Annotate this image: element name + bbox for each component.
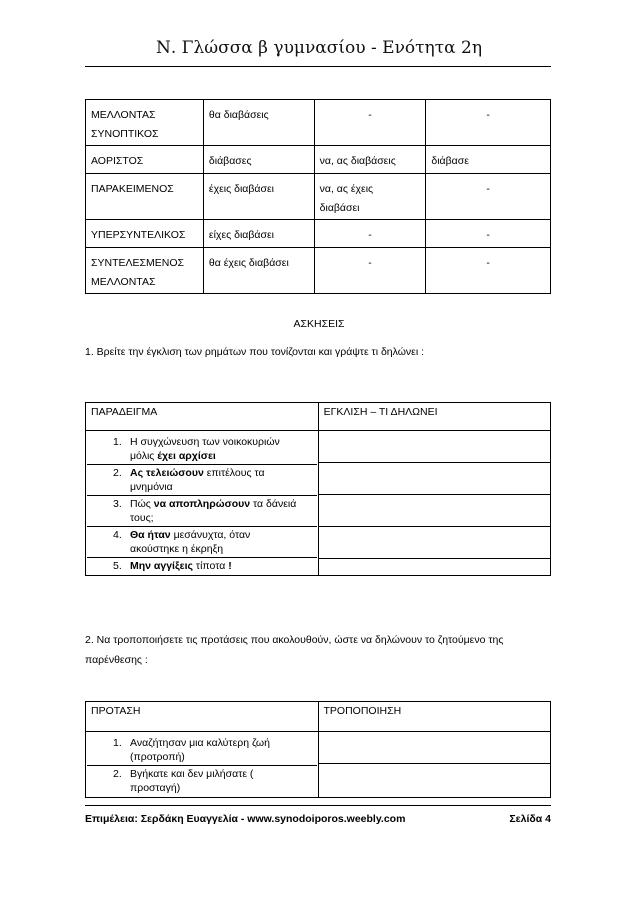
page-header-title: Ν. Γλώσσα β γυμνασίου - Ενότητα 2η bbox=[155, 38, 483, 58]
imperative-cell: - bbox=[426, 100, 551, 146]
header-rule bbox=[85, 66, 551, 67]
list-item: 1. Αναζήτησαν μια καλύτερη ζωή (προτροπή) bbox=[87, 735, 317, 766]
sentences-cell bbox=[86, 732, 319, 798]
imperative-cell: διάβασε bbox=[426, 146, 551, 174]
subjunctive-cell: - bbox=[314, 100, 426, 146]
tense-cell: ΠΑΡΑΚΕΙΜΕΝΟΣ bbox=[86, 174, 204, 220]
table-row bbox=[86, 220, 551, 248]
imperative-cell: - bbox=[426, 248, 551, 294]
list-item: 1. Η συγχώνευση των νοικοκυριών μόλις έχει αρχίσει bbox=[87, 434, 317, 465]
example-list bbox=[87, 434, 317, 574]
tense-cell: ΥΠΕΡΣΥΝΤΕΛΙΚΟΣ bbox=[86, 220, 204, 248]
tense-cell: ΜΕΛΛΟΝΤΑΣ ΣΥΝΟΠΤΙΚΟΣ bbox=[86, 100, 204, 146]
tense-cell: ΣΥΝΤΕΛΕΣΜΕΝΟΣ ΜΕΛΛΟΝΤΑΣ bbox=[86, 248, 204, 294]
footer-rule bbox=[85, 805, 551, 806]
conjugation-table bbox=[85, 99, 551, 294]
table-row bbox=[86, 100, 551, 146]
column-header: ΤΡΟΠΟΠΟΙΗΣΗ bbox=[318, 702, 550, 732]
subjunctive-cell: - bbox=[314, 220, 426, 248]
column-header: ΠΡΟΤΑΣΗ bbox=[86, 702, 319, 732]
examples-cell bbox=[86, 431, 319, 576]
table-header-row bbox=[86, 403, 551, 431]
table-row bbox=[86, 732, 551, 798]
subjunctive-cell: να, ας έχεις διαβάσει bbox=[314, 174, 426, 220]
modifications-cell bbox=[318, 732, 550, 798]
sentence-list bbox=[87, 735, 317, 796]
indicative-cell: είχες διαβάσει bbox=[203, 220, 314, 248]
indicative-cell: διάβασες bbox=[203, 146, 314, 174]
imperative-cell: - bbox=[426, 174, 551, 220]
list-item: 5. Μην αγγίξεις τίποτα ! bbox=[113, 560, 232, 572]
exercises-title: ΑΣΚΗΣΕΙΣ bbox=[293, 318, 345, 330]
indicative-cell: έχεις διαβάσει bbox=[203, 174, 314, 220]
table-row bbox=[86, 146, 551, 174]
exercise-2-instruction: 2. Να τροποποιήσετε τις προτάσεις που ακολουθούν, ώστε να δηλώνουν το ζητούμενο της παρένθεσης : bbox=[85, 634, 504, 666]
table-row bbox=[86, 431, 551, 576]
indicative-cell: θα διαβάσεις bbox=[203, 100, 314, 146]
list-item: 2. Ας τελειώσουν επιτέλους τα μνημόνια bbox=[87, 465, 317, 496]
list-item: 3. Πώς να αποπληρώσουν τα δάνειά τους; bbox=[87, 496, 317, 527]
table-row bbox=[86, 248, 551, 294]
tense-cell: ΑΟΡΙΣΤΟΣ bbox=[86, 146, 204, 174]
column-header: ΠΑΡΑΔΕΙΓΜΑ bbox=[86, 403, 319, 431]
indicative-cell: θα έχεις διαβάσει bbox=[203, 248, 314, 294]
subjunctive-cell: να, ας διαβάσεις bbox=[314, 146, 426, 174]
exercise-1-instruction: 1. Βρείτε την έγκλιση των ρημάτων που τονίζονται και γράψτε τι δηλώνει : bbox=[85, 346, 425, 358]
exercise-2-table bbox=[85, 701, 551, 798]
list-item: 2. Βγήκατε και δεν μιλήσατε ( προσταγή) bbox=[113, 768, 254, 794]
list-item: 4. Θα ήταν μεσάνυχτα, όταν ακούστηκε η έκρηξη bbox=[87, 527, 317, 558]
footer-author: Επιμέλεια: Σερδάκη Ευαγγελία - www.synodoiporos.weebly.com bbox=[85, 813, 406, 825]
exercise-1-table bbox=[85, 402, 551, 576]
column-header: ΕΓΚΛΙΣΗ – ΤΙ ΔΗΛΩΝΕΙ bbox=[318, 403, 550, 431]
table-header-row bbox=[86, 702, 551, 732]
imperative-cell: - bbox=[426, 220, 551, 248]
subjunctive-cell: - bbox=[314, 248, 426, 294]
answers-cell bbox=[318, 431, 550, 576]
footer-page-number: Σελίδα 4 bbox=[509, 813, 551, 825]
table-row bbox=[86, 174, 551, 220]
